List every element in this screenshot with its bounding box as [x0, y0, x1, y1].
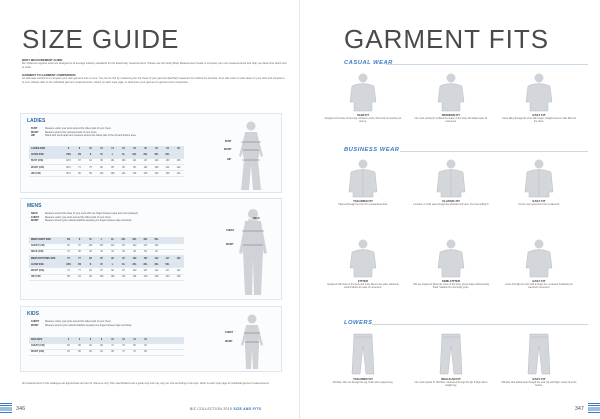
row-label: HIP (CM) [29, 274, 63, 280]
ladies-size-table [29, 146, 184, 177]
table-cell: 112 [151, 268, 162, 274]
table-cell: 106 [118, 158, 129, 164]
fit-name: REGULAR FIT [441, 377, 461, 381]
fit-description: Loose through the torso with a longer line. A relaxed fit allowing for maximum movement. [505, 283, 573, 289]
table-cell: 113 [118, 274, 129, 280]
fit-name: EASY FIT [532, 199, 546, 203]
table-cell: S [74, 237, 85, 243]
table-cell: 102 [129, 268, 140, 274]
table-cell: 77 [74, 256, 85, 262]
row-label: LADIES SIZE [29, 146, 63, 152]
fig-tag: CHEST [226, 229, 235, 232]
table-cell: 138 [173, 274, 184, 280]
table-cell: 128 [151, 274, 162, 280]
table-cell: L [96, 237, 107, 243]
table-row [29, 349, 184, 355]
mens-measures [31, 212, 138, 223]
measure-text: Measure under your arms around the fullest part of your chest. [45, 127, 112, 130]
male-figure-icon [233, 207, 273, 297]
table-cell: 101 [140, 165, 151, 171]
mens-panel [20, 198, 282, 300]
table-cell: 12 [118, 337, 129, 343]
pants-icon [412, 332, 490, 376]
fig-tag: WAIST [224, 148, 232, 151]
table-cell: 112 [107, 243, 118, 249]
table-cell: 133 [162, 274, 173, 280]
measure-label: CHEST [31, 320, 40, 323]
fit-card [500, 72, 578, 124]
fit-description: Loose fitting through the torso with longer, straight sleeves. Falls flat from the chest. [501, 117, 577, 123]
table-cell: 114 [118, 171, 129, 177]
garment-fits-page [300, 0, 600, 419]
table-cell: XL [118, 152, 129, 158]
fit-name: EASY FIT [532, 279, 546, 283]
section-title-casual: CASUAL WEAR [344, 60, 393, 66]
table-cell: 42 [96, 249, 107, 255]
table-cell: 80 [140, 349, 151, 355]
table-cell: 76 [129, 349, 140, 355]
fit-card [500, 158, 578, 207]
table-cell: 107 [96, 243, 107, 249]
table-cell: 87 [74, 158, 85, 164]
female-garment-icon [412, 72, 490, 112]
pants-icon [324, 332, 402, 376]
table-cell: 99 [85, 171, 96, 177]
measure-label: WAIST [31, 130, 39, 134]
stripe-decoration [0, 403, 12, 413]
table-cell: 136 [173, 158, 184, 164]
fit-description: Has key shaped to follow the curve of the body, giving shape without being fitted. Suitable for most body types. [413, 283, 489, 289]
table-cell: 40 [85, 249, 96, 255]
mens-title: MENS [27, 203, 42, 209]
section-title-business: BUSINESS WEAR [344, 147, 400, 153]
ladies-measures [31, 127, 136, 138]
table-cell: 8 [96, 337, 107, 343]
measure-label: NECK [31, 212, 38, 215]
table-cell: 103 [96, 274, 107, 280]
footer-section: SIZE AND FITS [233, 407, 262, 411]
table-cell: 3XL [140, 152, 151, 158]
table-cell: XL [118, 262, 129, 268]
table-cell: 117 [140, 158, 151, 164]
fit-description: Our most popular fit. Mid Rise. Contoured through the hip & thigh with a straight leg. [414, 381, 488, 387]
table-cell: 117 [162, 256, 173, 262]
table-cell: 92 [63, 243, 74, 249]
footer-brand: BIZ COLLECTION 2019 [190, 407, 233, 411]
table-cell: 5XL [162, 152, 173, 158]
table-cell: 102 [129, 256, 140, 262]
table-cell: 104 [96, 171, 107, 177]
table-cell: 125 [140, 171, 151, 177]
table-cell: 97 [74, 243, 85, 249]
row-label: NECK (CM) [29, 249, 63, 255]
table-cell: 108 [151, 165, 162, 171]
fit-card [412, 72, 490, 124]
table-cell: 18 [129, 146, 140, 152]
ladies-title: LADIES [27, 118, 46, 124]
table-cell: 92 [107, 268, 118, 274]
table-cell: 4XL [151, 152, 162, 158]
kids-panel [20, 306, 282, 372]
stripe-decoration [588, 403, 600, 413]
table-cell: XS [74, 262, 85, 268]
table-cell: 97 [118, 268, 129, 274]
table-cell [151, 349, 162, 355]
table-cell: 132 [151, 171, 162, 177]
table-cell: 123 [140, 274, 151, 280]
table-cell: 77 [74, 268, 85, 274]
table-cell: 96 [96, 158, 107, 164]
table-cell: 92 [107, 256, 118, 262]
ladies-panel [20, 113, 282, 193]
disclaimer: All measurements in this catalogue are approximate and are for reference only. Size specifications are a guide only and may vary per size according to the style. Refer to each style page for individual garment measurements. [22, 382, 270, 385]
table-cell: 76 [118, 343, 129, 349]
table-cell: 66.5 [63, 165, 74, 171]
table-cell: 101 [107, 158, 118, 164]
table-cell: 56 [74, 349, 85, 355]
table-cell: 82 [85, 268, 96, 274]
table-cell: 91 [85, 158, 96, 164]
table-cell: 10 [107, 337, 118, 343]
table-cell: M [96, 262, 107, 268]
fit-name: CLASSIC FIT [442, 199, 460, 203]
kids-size-table [29, 337, 184, 356]
table-cell: 109 [107, 171, 118, 177]
table-cell: 132 [151, 243, 162, 249]
fit-name: TAILORED FIT [353, 199, 373, 203]
table-cell: 46 [118, 249, 129, 255]
table-cell: 26 [173, 146, 184, 152]
table-cell: 114 [162, 165, 173, 171]
table-cell: 122 [173, 256, 184, 262]
row-label: AU/NZ SIZE [29, 262, 63, 268]
table-cell: 3XL [140, 262, 151, 268]
table-cell: 71 [74, 165, 85, 171]
female-garment-icon [500, 238, 578, 278]
table-cell: 118 [129, 274, 140, 280]
table-cell: 90 [118, 165, 129, 171]
table-cell: 95 [129, 165, 140, 171]
fit-name: EASY FIT [532, 113, 546, 117]
table-cell: 93 [74, 274, 85, 280]
fit-card [412, 238, 490, 290]
table-cell: 22 [151, 146, 162, 152]
table-cell: 14 [107, 146, 118, 152]
male-shirt-icon [324, 158, 402, 198]
row-label: MENS BOTTOMS SIZE [29, 256, 63, 262]
table-cell: 80 [129, 343, 140, 349]
table-cell: 20 [140, 146, 151, 152]
intro-text [22, 58, 287, 85]
fit-card [324, 238, 402, 290]
row-label: KIDS SIZE [29, 337, 63, 343]
table-cell: 72 [118, 349, 129, 355]
table-cell: 68 [107, 349, 118, 355]
table-cell: 2XL [129, 152, 140, 158]
fig-tag: NECK [253, 217, 260, 220]
section-title-lowers: LOWERS [344, 320, 373, 326]
table-cell: 117 [118, 243, 129, 249]
table-cell: 80 [96, 165, 107, 171]
fit-card [412, 158, 490, 207]
fit-description: A modern cut with ease through the shoulder and torso. Our best selling fit. [412, 203, 490, 206]
table-cell: L [107, 262, 118, 268]
table-cell: 50 [140, 249, 151, 255]
table-cell: 102 [85, 243, 96, 249]
table-cell: S [85, 152, 96, 158]
table-cell: 68 [96, 343, 107, 349]
measure-label: WAIST [31, 323, 39, 327]
fit-card [500, 238, 578, 290]
table-cell: 8 [74, 146, 85, 152]
measure-label: HIP [31, 134, 35, 138]
table-cell: 16 [140, 337, 151, 343]
intro-heading: BODY MEASUREMENT GUIDE [22, 58, 63, 62]
page-number: 347 [574, 406, 584, 412]
table-cell [173, 349, 184, 355]
table-cell: 98 [85, 274, 96, 280]
table-cell: 2XL [118, 237, 129, 243]
table-cell: S [85, 262, 96, 268]
fig-tag: WAIST [226, 243, 234, 246]
table-cell: 56 [63, 343, 74, 349]
fit-description: Our most exciting fit. Follows the shape of the body with added ease for movement. [414, 117, 488, 123]
male-shirt-icon [412, 158, 490, 198]
table-cell: 54 [63, 349, 74, 355]
table-cell: 16 [118, 146, 129, 152]
table-cell: 52 [151, 249, 162, 255]
table-cell: 117 [162, 268, 173, 274]
row-label: CHEST (CM) [29, 343, 63, 349]
row-label: MENS SHIRT SIZE [29, 237, 63, 243]
fig-tag: HIP [227, 158, 231, 161]
table-cell: M [96, 152, 107, 158]
measure-text: Measure around the base of your neck with one finger between tape and neck (relaxed). [45, 212, 139, 215]
table-cell: 88 [63, 274, 74, 280]
table-cell: 38 [74, 249, 85, 255]
fit-card [324, 332, 402, 385]
fig-tag: WAIST [225, 340, 233, 343]
table-cell: 3XL [129, 237, 140, 243]
row-label: CHEST (CM) [29, 243, 63, 249]
measure-label: CHEST [31, 215, 40, 219]
male-shirt-icon [500, 158, 578, 198]
table-cell: 87 [96, 268, 107, 274]
table-cell: 85 [107, 165, 118, 171]
table-cell: 62 [85, 343, 96, 349]
compare-body: An alternate method is to compare your own garment size to ours. You can do this by measuring the 1/2 chest of your garment (laid flat) measured 1cm below the armhole, from side seam to side seam on your shirt and compare it to ours. Please refer to the individual garment measurements, shown on each style page, to determine your garment to garment size comparison. [22, 77, 285, 84]
fit-name: SLIM FIT [356, 113, 370, 117]
table-cell: 10 [85, 146, 96, 152]
footer [190, 407, 261, 411]
table-cell: XXS [63, 262, 74, 268]
table-cell: 44 [107, 249, 118, 255]
table-cell: 95 [74, 171, 85, 177]
section-rule [386, 64, 588, 65]
table-cell: 72 [63, 256, 74, 262]
table-cell: 60 [85, 349, 96, 355]
page-title: SIZE GUIDE [22, 24, 180, 54]
fit-name: MODERN FIT [442, 113, 460, 117]
table-cell: 122 [173, 268, 184, 274]
section-rule [372, 324, 588, 325]
table-cell: 108 [107, 274, 118, 280]
table-cell: 97 [118, 256, 129, 262]
fit-name: FITTED [357, 279, 369, 283]
female-garment-icon [412, 238, 490, 278]
fit-description: Cut for more generous fit for a relaxed fit. [518, 203, 560, 206]
table-cell: M [85, 237, 96, 243]
table-cell: 64 [96, 349, 107, 355]
fit-card [324, 72, 402, 124]
child-figure-icon [237, 313, 267, 371]
measure-label: BUST [31, 127, 38, 130]
table-cell: 107 [140, 268, 151, 274]
table-cell: 138 [162, 171, 173, 177]
table-cell: 130 [162, 158, 173, 164]
fit-name: SEMI-FITTED [441, 279, 461, 283]
female-garment-icon [324, 72, 402, 112]
mens-size-table [29, 237, 184, 281]
row-label: WAIST (CM) [29, 349, 63, 355]
kids-measures [31, 320, 132, 327]
section-rule [400, 151, 588, 152]
table-cell: 87 [96, 256, 107, 262]
table-cell: 82 [85, 256, 96, 262]
fit-card [412, 332, 490, 388]
table-cell: 6 [85, 337, 96, 343]
kids-title: KIDS [27, 311, 39, 317]
table-cell: 4 [74, 337, 85, 343]
table-cell: 37 [63, 249, 74, 255]
measure-text: Measure around the narrowest part of your torso. [45, 130, 97, 134]
table-cell: 82.5 [63, 158, 74, 164]
table-cell: 5XL [151, 237, 162, 243]
measure-text: Measure around your natural waistline keeping one finger between tape and body. [45, 219, 132, 223]
table-cell: 2 [63, 337, 74, 343]
row-label: WAIST (CM) [29, 165, 63, 171]
fit-description: Designed with close to the body and more fitted in the waist. Flattering stretch fabrics for ease of movement. [327, 283, 399, 289]
fig-tag: BUST [225, 140, 232, 143]
female-figure-icon [231, 120, 271, 192]
fit-name: EASY FIT [532, 377, 546, 381]
female-garment-icon [500, 72, 578, 112]
table-cell: 5XL [162, 262, 173, 268]
fit-description: Mid Rise with added ease through the seat, hip and thigh. Looser fit at the bottom. [501, 381, 577, 387]
table-cell: 24 [162, 146, 173, 152]
female-garment-icon [324, 238, 402, 278]
pants-icon [500, 332, 578, 376]
measure-text: Measure under your arms around the fullest part of your chest. [45, 320, 112, 323]
table-cell: XXS [63, 152, 74, 158]
table-cell: 84 [140, 343, 151, 349]
table-row [29, 274, 184, 280]
table-cell: 75 [85, 165, 96, 171]
table-cell: 122 [129, 243, 140, 249]
fit-card [324, 158, 402, 207]
fit-name: TAILORED FIT [353, 377, 373, 381]
table-cell: 14 [129, 337, 140, 343]
table-cell: 72 [63, 268, 74, 274]
table-cell: 90.5 [63, 171, 74, 177]
table-cell: 119 [129, 171, 140, 177]
compare-heading: GARMENT TO GARMENT COMPARISON [22, 73, 76, 77]
table-cell: 6 [63, 146, 74, 152]
table-cell: 58 [74, 343, 85, 349]
table-cell: XL [107, 237, 118, 243]
page-title: GARMENT FITS [344, 24, 550, 54]
page-number: 346 [16, 406, 26, 412]
table-cell: 120 [173, 165, 184, 171]
table-cell: 144 [173, 171, 184, 177]
table-cell: 12 [96, 146, 107, 152]
fit-description: Tapered through the torso for a streamlined look. [338, 203, 388, 206]
table-cell: 48 [129, 249, 140, 255]
row-label: AU/NZ SIZE [29, 152, 63, 158]
fit-description: Designed to fit close to the body. Achieves a slim, fitted look for wearing out and up. [324, 117, 402, 123]
table-cell: L [107, 152, 118, 158]
table-cell: 107 [140, 256, 151, 262]
measure-text: Stand with heels apart and measure around the fullest part of the hip and bottom area. [45, 134, 137, 138]
table-cell: XS [74, 152, 85, 158]
table-cell: 111 [129, 158, 140, 164]
fit-card [500, 332, 578, 388]
row-label: HIP (CM) [29, 171, 63, 177]
row-label: WAIST (CM) [29, 268, 63, 274]
table-cell: 4XL [151, 262, 162, 268]
table-cell [162, 349, 173, 355]
fig-tag: CHEST [225, 331, 234, 334]
table-cell: 72 [107, 343, 118, 349]
table-cell: 124 [151, 158, 162, 164]
table-row [29, 171, 184, 177]
table-cell: 112 [151, 256, 162, 262]
measure-text: Measure under your arms around the fullest part of your chest. [45, 215, 112, 219]
measure-text: Measure around your natural waistline keeping one finger between tape and body. [45, 323, 132, 327]
fit-description: Mid Rise. Slim cut through the leg, finish with a tapered leg. [332, 381, 394, 384]
table-cell: 2XL [129, 262, 140, 268]
measure-label: WAIST [31, 219, 39, 223]
intro-body: Biz Collection apparel sizes are designed to fit average industry standards for the listed body measurements. Please use the handy Body Measurement Guide to compare your own measurements and help you determine which size to order. [22, 62, 287, 69]
table-cell: XS [63, 237, 74, 243]
table-cell: 4XL [140, 237, 151, 243]
table-cell: 127 [140, 243, 151, 249]
row-label: BUST (CM) [29, 158, 63, 164]
